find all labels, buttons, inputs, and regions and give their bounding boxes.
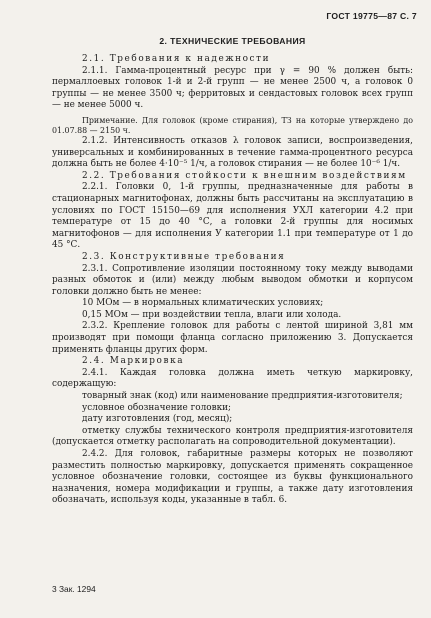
document-body: [52, 54, 413, 507]
body-paragraph: 2.4.1. Каждая головка должна иметь четкую маркировку, содержащую:: [52, 367, 413, 390]
section-title: 2. ТЕХНИЧЕСКИЕ ТРЕБОВАНИЯ: [159, 36, 306, 46]
body-paragraph: отметку службы технического контроля предприятия-изготовителя (допускается отметку располагать на сопроводительной документации).: [52, 425, 413, 448]
subsection-heading: 2.4. Маркировка: [82, 356, 185, 367]
body-paragraph: товарный знак (код) или наименование предприятия-изготовителя;: [82, 391, 403, 402]
subsection-heading: 2.1. Требования к надежности: [82, 54, 271, 64]
subsection-heading: 2.2. Требования стойкости к внешним воздействиям: [82, 170, 407, 181]
body-paragraph: условное обозначение головки;: [82, 402, 232, 413]
body-paragraph: 2.2.1. Головки 0, 1-й группы, предназначенные для работы в стационарных магнитофонах, должны быть рассчитаны на эксплуатацию в условиях по ГОСТ 15150—69 для исполнения УХЛ категории 4.2 при температуре от 15 до 40 °С, а головки 2-й группы для носимых магнитофонов — для исполнения У категории 1.1 при температуре от 1 до 45 °С.: [52, 182, 413, 251]
body-paragraph: дату изготовления (год, месяц);: [82, 414, 233, 425]
body-paragraph: 2.3.1. Сопротивление изоляции постоянному току между выводами разных обмоток и (или) между любым выводом обмотки и корпусом головки должно быть не менее:: [52, 263, 413, 297]
body-paragraph: 0,15 МОм — при воздействии тепла, влаги или холода.: [82, 309, 342, 320]
note-paragraph: Примечание. Для головок (кроме стирания), ТЗ на которые утверждено до 01.07.88 — 2150 ч.: [52, 115, 413, 135]
body-paragraph: 2.3.2. Крепление головок для работы с лентой шириной 3,81 мм производят при помощи фланца согласно приложению 3. Допускается применять фланцы других форм.: [52, 321, 413, 355]
print-order-mark: 3 Зак. 1294: [52, 584, 96, 594]
body-paragraph: 2.4.2. Для головок, габаритные размеры которых не позволяют разместить полностью маркировку, допускается применять сокращенное условное обозначение головки, состоящее из буквы функционального назначения, номера модификации и группы, а также дату изготовления обозначать, используя коды, указанные в табл. 6.: [52, 449, 413, 506]
body-paragraph: 2.1.1. Гамма-процентный ресурс при γ = 90 % должен быть: пермаллоевых головок 1-й и 2-й групп — не менее 2500 ч, а головок 0 группы — не менее 3500 ч; ферритовых и сендастовых головок всех групп — не менее 5000 ч.: [52, 65, 413, 111]
subsection-heading: 2.3. Конструктивные требования: [82, 251, 286, 262]
body-paragraph: 10 МОм — в нормальных климатических условиях;: [82, 298, 324, 309]
body-paragraph: 2.1.2. Интенсивность отказов λ головок записи, воспроизведения, универсальных и комбинированных в течение гамма-процентного ресурса должна быть не более 4·10⁻⁵ 1/ч, а головок стирания — не более 10⁻⁶ 1/ч.: [52, 135, 413, 170]
standard-header: ГОСТ 19775—87 С. 7: [326, 11, 417, 21]
